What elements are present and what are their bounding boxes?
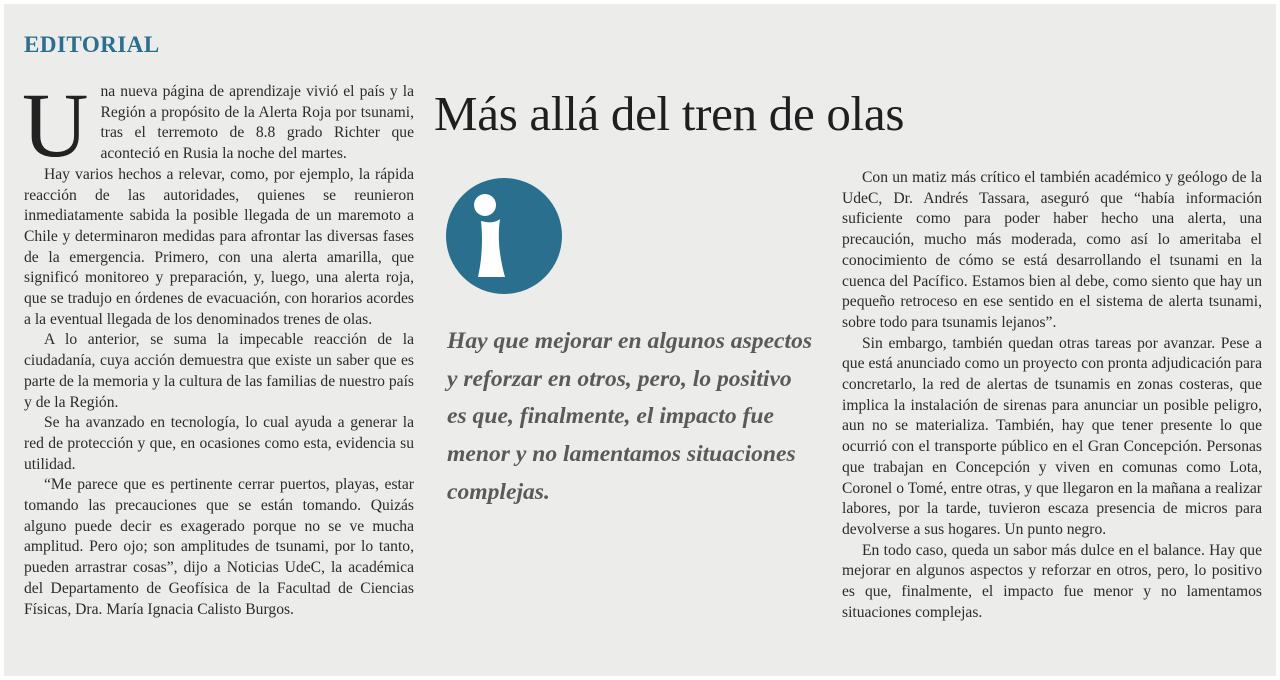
left-paragraph-1: Hay varios hechos a relevar, como, por ejemplo, la rápida reacción de las autoridades, quienes se reunieron inmediatamente sabida la posible llegada de un maremoto a Chile y determinaron medidas para afrontar las diversas fases de la emergencia. Primero, con una alerta amarilla, que significó monitoreo y preparación, y, luego, una alerta roja, que se tradujo en órdenes de evacuación, con horarios acordes a la eventual llegada de los denominados trenes de olas. [24,165,414,328]
info-icon-dot [474,194,496,216]
headline: Más allá del tren de olas [434,86,905,141]
left-paragraph-2: A lo anterior, se suma la impecable reacción de la ciudadanía, cuya acción demuestra que existe un saber que es parte de la memoria y la cultura de las familias de nuestro país y de la Región. [24,331,414,411]
info-icon [445,177,563,295]
left-paragraph-3: Se ha avanzado en tecnología, lo cual ayuda a generar la red de protección y que, en ocasiones como esta, evidencia su utilidad. [24,414,414,473]
drop-cap: U [22,74,89,176]
pull-quote: Hay que mejorar en algunos aspectos y reforzar en otros, pero, lo positivo es que, finalmente, el impacto fue menor y no lamentamos situaciones complejas. [447,328,813,505]
left-paragraph-4: “Me parece que es pertinente cerrar puertos, playas, estar tomando las precauciones que se están tomando. Quizás alguno puede decir es exagerado porque no se ve mucha amplitud. Pero ojo; son amplitudes de tsunami, por lo tanto, pueden arrastrar cosas”, dijo a Noticias UdeC, la académica del Departamento de Geofísica de la Facultad de Ciencias Físicas, Dra. María Ignacia Calisto Burgos. [24,476,414,618]
right-paragraph-3: En todo caso, queda un sabor más dulce en el balance. Hay que mejorar en algunos aspectos y reforzar en otros, pero, lo positivo es que, finalmente, el impacto fue menor y no lamentamos situaciones complejas. [842,541,1262,621]
right-paragraph-2: Sin embargo, también quedan otras tareas por avanzar. Pese a que está anunciado como un proyecto con pronta adjudicación para concretarlo, la red de alertas de tsunamis en zonas costeras, que implica la instalación de sirenas para anunciar un posible peligro, aun no se materializa. También, hay que tener presente lo que ocurrió con el transporte público en el Gran Concepción. Personas que trabajan en Concepción y viven en comunas como Lota, Coronel o Tomé, entre otras, y que llegaron en la mañana a realizar labores, por la tarde, tuvieron escaza presencia de micros para devolverse a sus hogares. Un punto negro. [842,334,1262,538]
lead-paragraph [22,74,414,176]
right-column [842,168,1262,623]
editorial-page [4,4,1276,676]
lead-text: na nueva página de aprendizaje vivió el país y la Región a propósito de la Alerta Roja por tsunami, tras el terremoto de 8.8 grado Richter que aconteció en Rusia la noche del martes. [100,83,414,163]
right-paragraph-1: Con un matiz más crítico el también académico y geólogo de la UdeC, Dr. Andrés Tassara, aseguró que “había información suficiente como para poder haber hecho una alerta, una precaución, mucho más moderada, como así lo ameritaba el conocimiento de cómo se está desarrollando el tsunami en la cuenca del Pacífico. Estamos bien al debe, como siento que hay un pequeño retroceso en ese sentido en el sistema de alerta tsunami, sobre todo para tsunamis lejanos”. [842,169,1262,331]
section-label: EDITORIAL [24,32,160,57]
left-column [22,74,414,620]
